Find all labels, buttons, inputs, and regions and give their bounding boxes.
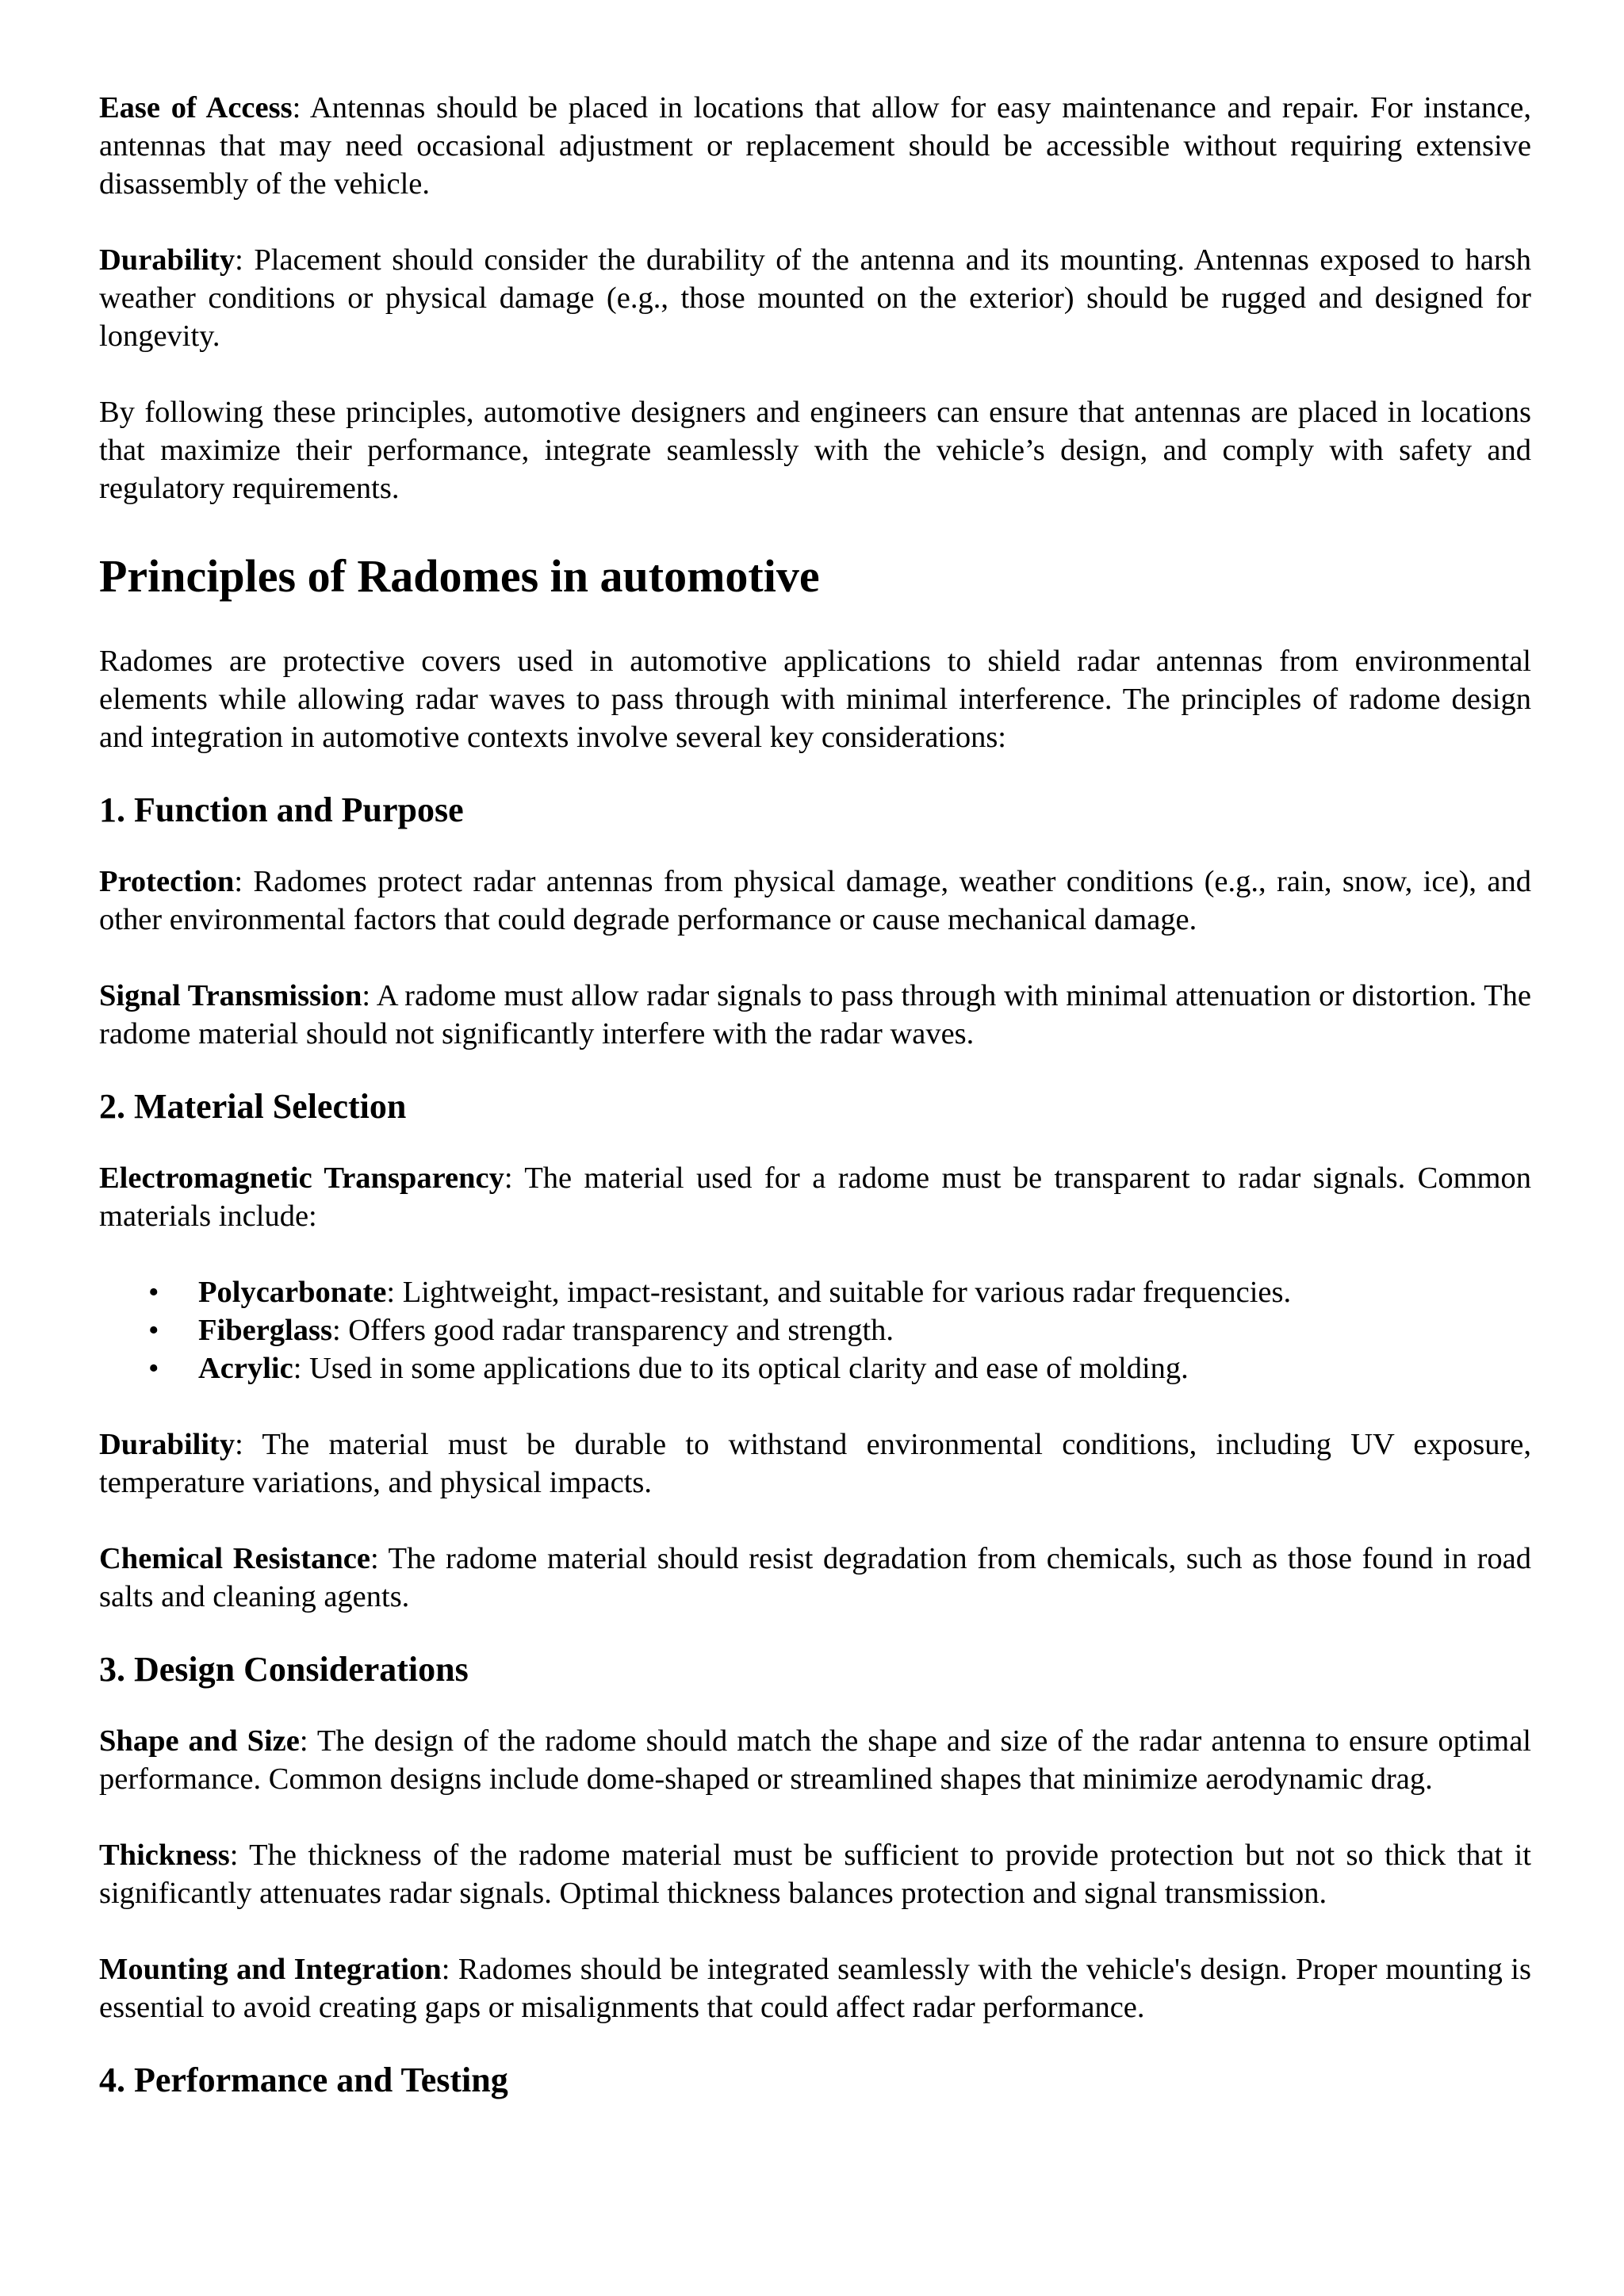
paragraph-radome-intro: Radomes are protective covers used in automotive applications to shield radar antennas from environmental elements while allowing radar waves to pass through with minimal interference. The principles of radome design and integration in automotive contexts involve several key considerations:	[99, 645, 1531, 754]
paragraph-mounting-and-integration: Mounting and Integration: Radomes should be integrated seamlessly with the vehicle's design. Proper mounting is essential to avoid creating gaps or misalignments that could affect radar performance.	[99, 1953, 1531, 2024]
bullet-icon: •	[148, 1276, 159, 1309]
paragraph-thickness: Thickness: The thickness of the radome material must be sufficient to provide protection but not so thick that it significantly attenuates radar signals. Optimal thickness balances protection and signal transmission.	[99, 1839, 1531, 1910]
paragraph-chemical-resistance: Chemical Resistance: The radome material should resist degradation from chemicals, such as those found in road salts and cleaning agents.	[99, 1542, 1531, 1613]
list-item-acrylic: • Acrylic: Used in some applications due to its optical clarity and ease of molding.	[99, 1349, 1531, 1387]
paragraph-electromagnetic-transparency: Electromagnetic Transparency: The material used for a radome must be transparent to radar signals. Common materials include:	[99, 1161, 1531, 1233]
term-signal-transmission: Signal Transmission	[99, 979, 362, 1012]
document-page	[99, 89, 1531, 2103]
term-shape-and-size: Shape and Size	[99, 1724, 300, 1758]
term-durability: Durability	[99, 1428, 236, 1461]
bullet-icon: •	[148, 1352, 159, 1385]
list-item-fiberglass: • Fiberglass: Offers good radar transparency and strength.	[99, 1311, 1531, 1349]
term-electromagnetic-transparency: Electromagnetic Transparency	[99, 1161, 504, 1195]
paragraph-durability-antenna: Durability: Placement should consider the durability of the antenna and its mounting. Antennas exposed to harsh weather conditions or physical damage (e.g., those mounted on the exterior) should be rugged and designed for longevity.	[99, 243, 1531, 353]
bullet-icon: •	[148, 1314, 159, 1347]
heading-design-considerations: 3. Design Considerations	[99, 1650, 469, 1689]
term-protection: Protection	[99, 865, 235, 898]
term-mounting-and-integration: Mounting and Integration	[99, 1953, 442, 1986]
paragraph-signal-transmission: Signal Transmission: A radome must allow radar signals to pass through with minimal attenuation or distortion. The radome material should not significantly interfere with the radar waves.	[99, 979, 1531, 1050]
paragraph-protection: Protection: Radomes protect radar antennas from physical damage, weather conditions (e.g., rain, snow, ice), and other environmental factors that could degrade performance or cause mechanical damage.	[99, 865, 1531, 936]
materials-list	[99, 1273, 1531, 1387]
heading-performance-and-testing: 4. Performance and Testing	[99, 2061, 508, 2099]
section-title: Principles of Radomes in automotive	[99, 550, 820, 602]
heading-material-selection: 2. Material Selection	[99, 1087, 407, 1126]
term-chemical-resistance: Chemical Resistance	[99, 1542, 370, 1575]
heading-function-and-purpose: 1. Function and Purpose	[99, 790, 464, 829]
paragraph-shape-and-size: Shape and Size: The design of the radome should match the shape and size of the radar antenna to ensure optimal performance. Common designs include dome-shaped or streamlined shapes that minimize aerodynamic drag.	[99, 1724, 1531, 1796]
term-thickness: Thickness	[99, 1839, 230, 1872]
term-ease-of-access: Ease of Access	[99, 91, 293, 124]
term-durability: Durability	[99, 243, 236, 277]
paragraph-ease-of-access: Ease of Access: Antennas should be placed in locations that allow for easy maintenance and repair. For instance, antennas that may need occasional adjustment or replacement should be accessible without requiring extensive disassembly of the vehicle.	[99, 91, 1531, 201]
list-item-polycarbonate: • Polycarbonate: Lightweight, impact-resistant, and suitable for various radar frequencies.	[99, 1273, 1531, 1311]
paragraph-material-durability: Durability: The material must be durable to withstand environmental conditions, including UV exposure, temperature variations, and physical impacts.	[99, 1428, 1531, 1499]
paragraph-conclusion: By following these principles, automotive designers and engineers can ensure that antennas are placed in locations that maximize their performance, integrate seamlessly with the vehicle’s design, and comply with safety and regulatory requirements.	[99, 396, 1531, 505]
